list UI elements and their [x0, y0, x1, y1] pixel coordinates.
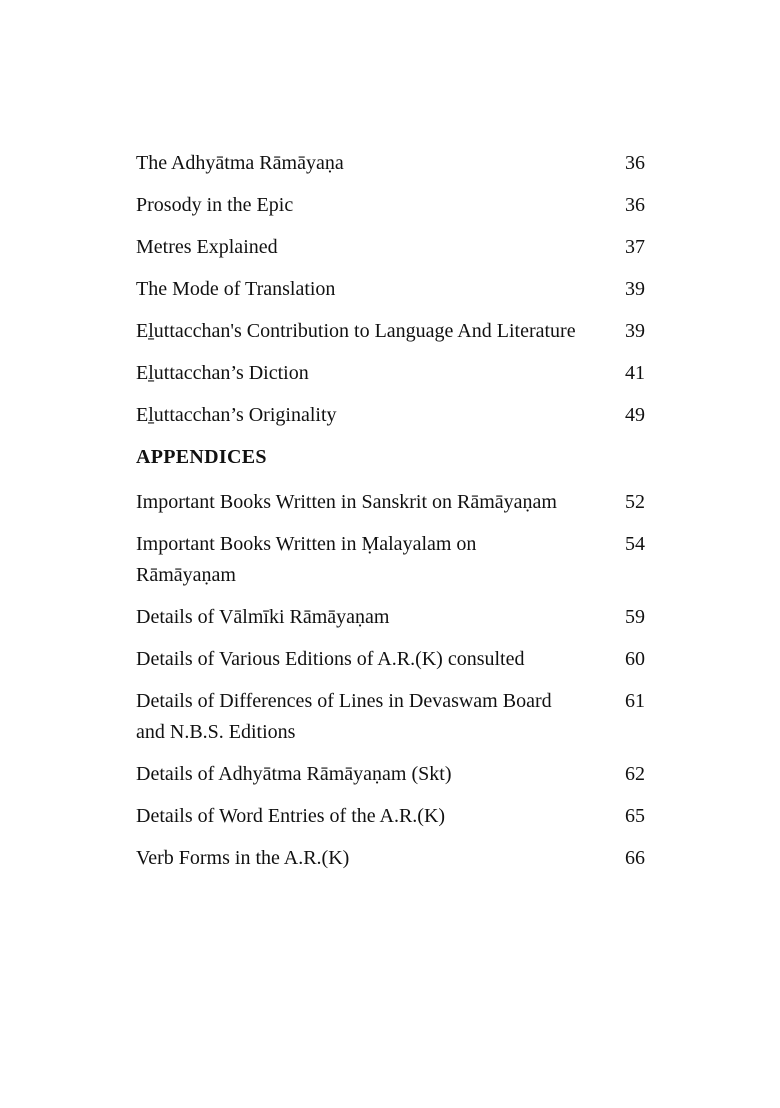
toc-entry-title: The Adhyātma Rāmāyaṇa	[136, 152, 344, 174]
toc-entry	[136, 487, 648, 518]
appendices-heading: APPENDICES	[136, 446, 267, 468]
toc-entry-title: Details of Differences of Lines in Devaswam Board and N.B.S. Editions	[136, 690, 552, 743]
toc-entry-page: 59	[625, 606, 645, 628]
toc-entry-title: Verb Forms in the A.R.(K)	[136, 847, 350, 869]
toc-entry	[136, 148, 648, 179]
toc-entry	[136, 358, 648, 389]
toc-entry-title: Details of Vālmīki Rāmāyaṇam	[136, 606, 390, 628]
toc-entry-page: 62	[625, 763, 645, 785]
toc-entry-title: The Mode of Translation	[136, 278, 336, 300]
toc-entry	[136, 843, 648, 874]
toc-entry	[136, 644, 648, 675]
toc-entry-page: 39	[625, 320, 645, 342]
toc-entry-page: 36	[625, 194, 645, 216]
toc-entry-page: 66	[625, 847, 645, 869]
toc-entry-title: Metres Explained	[136, 236, 278, 258]
toc-entry	[136, 400, 648, 431]
toc-entry-page: 37	[625, 236, 645, 258]
toc-entry-page: 61	[625, 690, 645, 712]
toc-entry-title: Prosody in the Epic	[136, 194, 294, 216]
toc-entry-title: Eḻuttacchan’s Diction	[136, 362, 309, 384]
toc-entry-page: 65	[625, 805, 645, 827]
toc-entry	[136, 686, 648, 748]
toc-entry-title: Details of Word Entries of the A.R.(K)	[136, 805, 446, 827]
toc-entry-title: Important Books Written in Ṃalayalam on Rāmāyaṇam	[136, 533, 477, 586]
toc-entry	[136, 190, 648, 221]
toc-entry	[136, 801, 648, 832]
toc-entry-page: 36	[625, 152, 645, 174]
toc-entry	[136, 602, 648, 633]
toc-entry-title: Details of Adhyātma Rāmāyaṇam (Skt)	[136, 763, 452, 785]
toc-entry	[136, 759, 648, 790]
toc-entry-title: Eḻuttacchan's Contribution to Language And Literature	[136, 320, 576, 342]
table-of-contents	[136, 148, 648, 885]
toc-entry	[136, 232, 648, 263]
toc-entry	[136, 529, 648, 591]
toc-entry-title: Details of Various Editions of A.R.(K) consulted	[136, 648, 525, 670]
toc-entry-page: 41	[625, 362, 645, 384]
toc-entry-page: 60	[625, 648, 645, 670]
toc-entry-title: Important Books Written in Sanskrit on Rāmāyaṇam	[136, 491, 557, 513]
toc-entry	[136, 274, 648, 305]
toc-entry-page: 54	[625, 533, 645, 555]
toc-entry	[136, 316, 648, 347]
toc-entry-title: Eḻuttacchan’s Originality	[136, 404, 337, 426]
toc-entry-page: 49	[625, 404, 645, 426]
toc-entry-page: 39	[625, 278, 645, 300]
toc-entry-page: 52	[625, 491, 645, 513]
